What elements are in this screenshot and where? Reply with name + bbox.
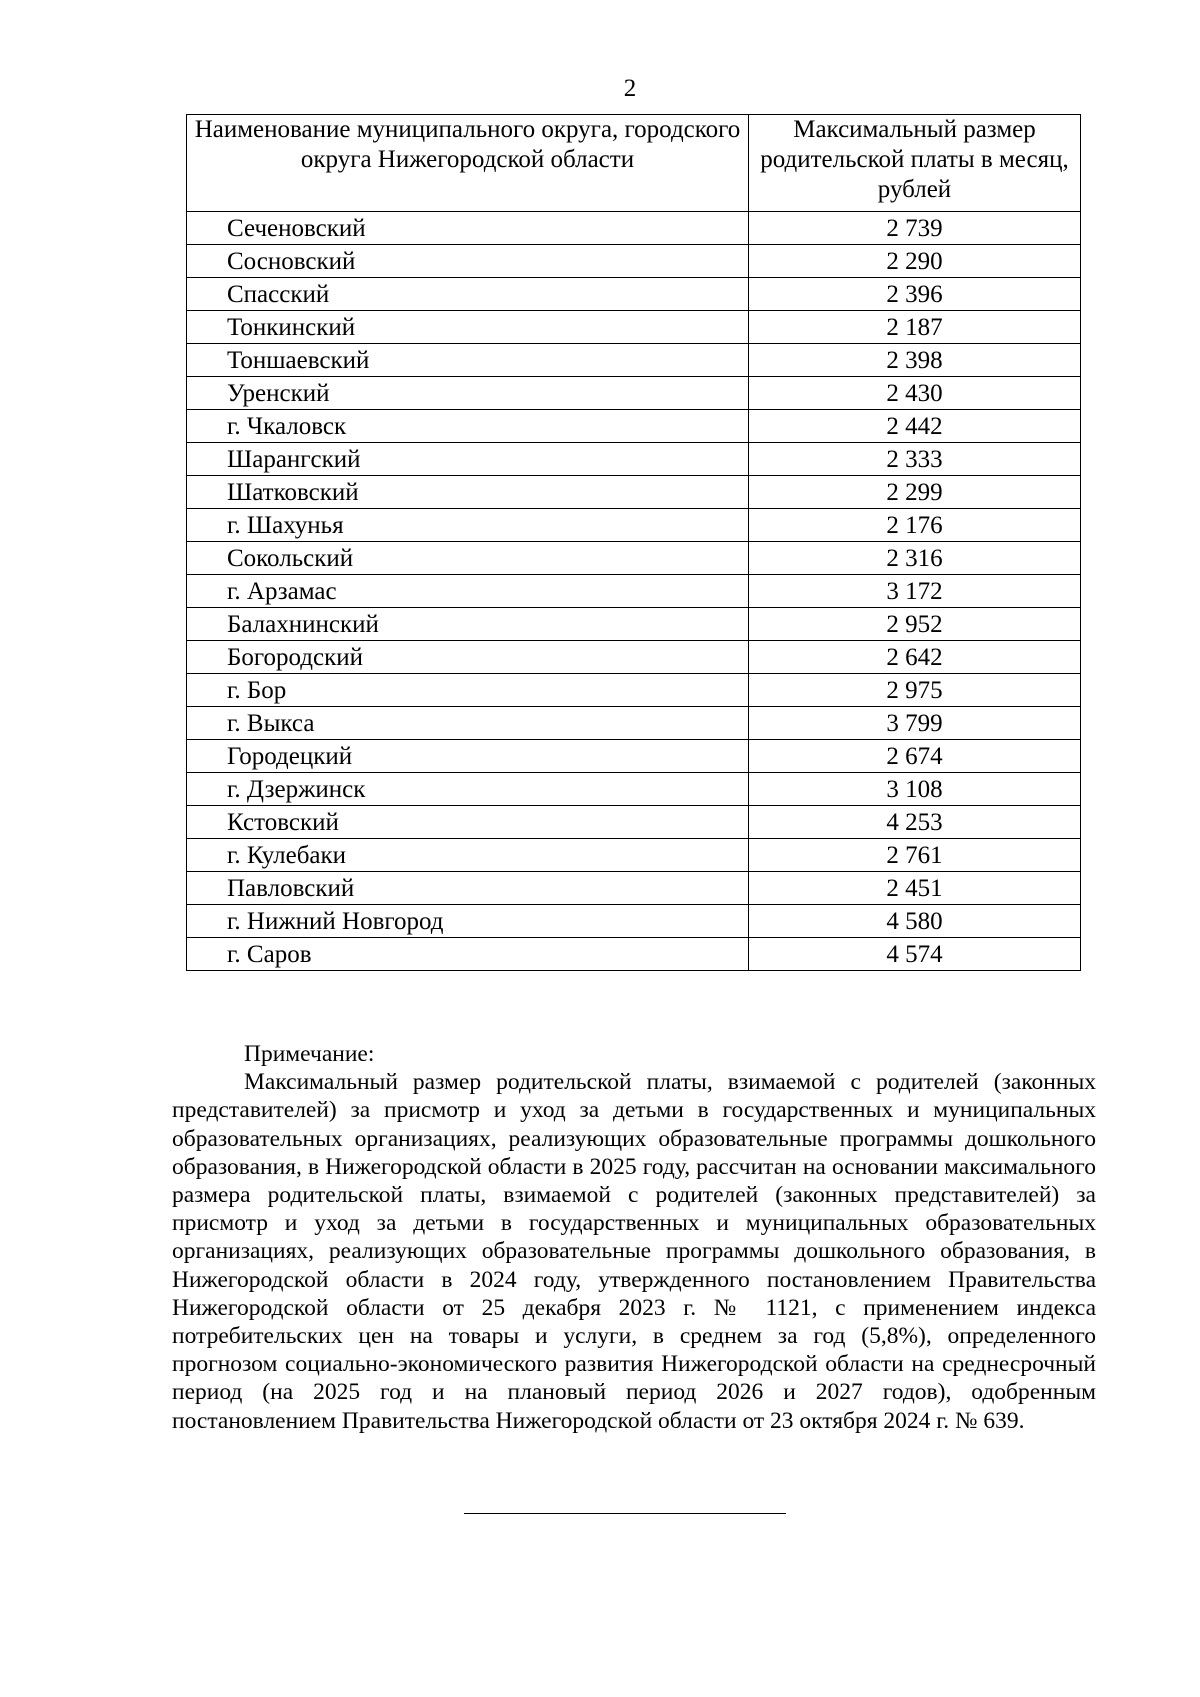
max-fee-value: 4 253 bbox=[749, 806, 1081, 839]
municipality-name: Сосновский bbox=[187, 245, 749, 278]
max-fee-value: 4 580 bbox=[749, 905, 1081, 938]
table-row bbox=[187, 806, 1081, 839]
max-fee-value: 2 187 bbox=[749, 311, 1081, 344]
max-fee-value: 2 290 bbox=[749, 245, 1081, 278]
table-row bbox=[187, 443, 1081, 476]
header-municipality: Наименование муниципального округа, городского округа Нижегородской области bbox=[187, 115, 749, 212]
max-fee-value: 2 952 bbox=[749, 608, 1081, 641]
table-row bbox=[187, 608, 1081, 641]
max-fee-value: 2 398 bbox=[749, 344, 1081, 377]
max-fee-value: 2 975 bbox=[749, 674, 1081, 707]
municipality-name: Уренский bbox=[187, 377, 749, 410]
table-row bbox=[187, 740, 1081, 773]
municipality-name: Шатковский bbox=[187, 476, 749, 509]
municipality-name: г. Шахунья bbox=[187, 509, 749, 542]
municipality-name: г. Дзержинск bbox=[187, 773, 749, 806]
table-row bbox=[187, 674, 1081, 707]
municipality-name: Сокольский bbox=[187, 542, 749, 575]
footer-divider bbox=[464, 1513, 786, 1514]
table-row bbox=[187, 476, 1081, 509]
max-fee-value: 2 430 bbox=[749, 377, 1081, 410]
table-header-row bbox=[187, 115, 1081, 212]
max-fee-value: 2 761 bbox=[749, 839, 1081, 872]
table-row bbox=[187, 707, 1081, 740]
note-title: Примечание: bbox=[244, 1041, 375, 1067]
note-section bbox=[172, 1040, 1096, 1435]
table-row bbox=[187, 542, 1081, 575]
municipality-name: г. Саров bbox=[187, 938, 749, 971]
max-fee-value: 2 396 bbox=[749, 278, 1081, 311]
table-row bbox=[187, 575, 1081, 608]
table-row bbox=[187, 377, 1081, 410]
max-fee-value: 2 316 bbox=[749, 542, 1081, 575]
table-row bbox=[187, 410, 1081, 443]
municipality-name: г. Чкаловск bbox=[187, 410, 749, 443]
table-row bbox=[187, 839, 1081, 872]
max-fee-value: 2 642 bbox=[749, 641, 1081, 674]
table-body bbox=[187, 212, 1081, 971]
municipality-name: Тоншаевский bbox=[187, 344, 749, 377]
note-text: Максимальный размер родительской платы, взимаемой с родителей (законных представителей) за присмотр и уход за детьми в государственных и муниципальных образовательных организациях, реализующих образовательные программы дошкольного образования, в Нижегородской области в 2025 году, рассчитан на основании максимального размера родительской платы, взимаемой с родителей (законных представителей) за присмотр и уход за детьми в государственных и муниципальных образовательных организациях, реализующих образовательные программы дошкольного образования, в Нижегородской области в 2024 году, утвержденного постановлением Правительства Нижегородской области от 25 декабря 2023 г. № 1121, с применением индекса потребительских цен на товары и услуги, в среднем за год (5,8%), определенного прогнозом социально-экономического развития Нижегородской области на среднесрочный период (на 2025 год и на плановый период 2026 и 2027 годов), одобренным постановлением Правительства Нижегородской области от 23 октября 2024 г. № 639. bbox=[172, 1069, 1096, 1434]
max-fee-value: 2 333 bbox=[749, 443, 1081, 476]
max-fee-value: 3 799 bbox=[749, 707, 1081, 740]
max-fee-value: 2 739 bbox=[749, 212, 1081, 245]
municipality-name: Тонкинский bbox=[187, 311, 749, 344]
page-number: 2 bbox=[623, 75, 637, 102]
municipality-name: Богородский bbox=[187, 641, 749, 674]
table-row bbox=[187, 509, 1081, 542]
max-fee-value: 2 299 bbox=[749, 476, 1081, 509]
table-row bbox=[187, 905, 1081, 938]
max-fee-value: 3 172 bbox=[749, 575, 1081, 608]
municipality-name: г. Арзамас bbox=[187, 575, 749, 608]
municipality-name: Павловский bbox=[187, 872, 749, 905]
table-row bbox=[187, 278, 1081, 311]
max-fee-value: 4 574 bbox=[749, 938, 1081, 971]
max-fee-value: 2 442 bbox=[749, 410, 1081, 443]
max-fee-value: 2 176 bbox=[749, 509, 1081, 542]
municipality-name: Шарангский bbox=[187, 443, 749, 476]
municipality-name: Балахнинский bbox=[187, 608, 749, 641]
table-row bbox=[187, 311, 1081, 344]
table-row bbox=[187, 938, 1081, 971]
municipality-name: Городецкий bbox=[187, 740, 749, 773]
table-row bbox=[187, 245, 1081, 278]
table-row bbox=[187, 872, 1081, 905]
municipality-name: г. Нижний Новгород bbox=[187, 905, 749, 938]
municipality-name: г. Кулебаки bbox=[187, 839, 749, 872]
parental-fee-table bbox=[186, 114, 1081, 971]
max-fee-value: 3 108 bbox=[749, 773, 1081, 806]
municipality-name: Спасский bbox=[187, 278, 749, 311]
municipality-name: г. Бор bbox=[187, 674, 749, 707]
max-fee-value: 2 674 bbox=[749, 740, 1081, 773]
table-row bbox=[187, 641, 1081, 674]
max-fee-value: 2 451 bbox=[749, 872, 1081, 905]
header-max-fee: Максимальный размер родительской платы в месяц, рублей bbox=[749, 115, 1081, 212]
table-row bbox=[187, 344, 1081, 377]
table-row bbox=[187, 773, 1081, 806]
municipality-name: Кстовский bbox=[187, 806, 749, 839]
municipality-name: г. Выкса bbox=[187, 707, 749, 740]
municipality-name: Сеченовский bbox=[187, 212, 749, 245]
table-row bbox=[187, 212, 1081, 245]
